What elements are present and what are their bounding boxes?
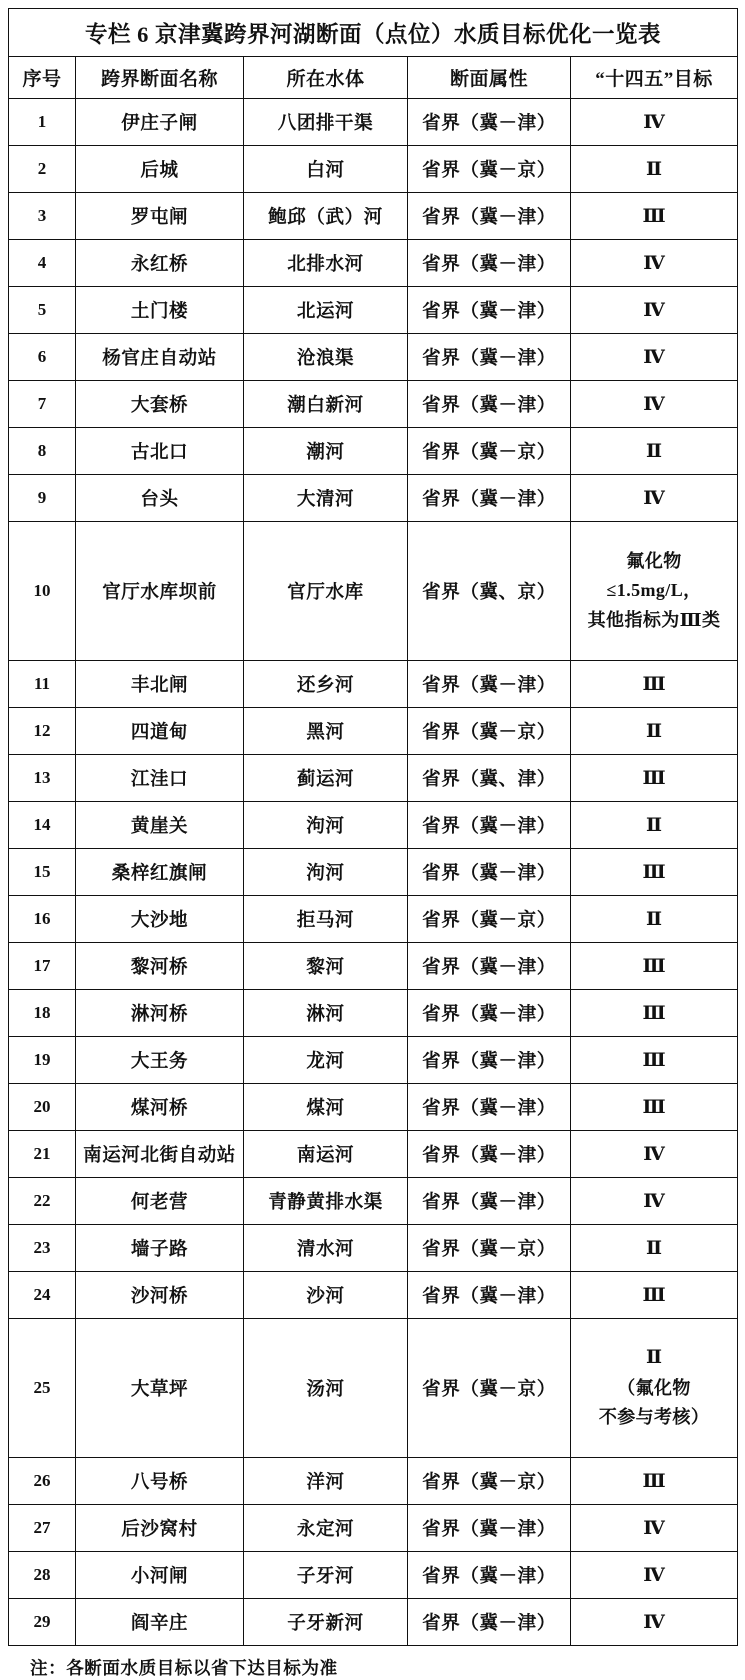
table-row bbox=[9, 943, 738, 990]
table-row bbox=[9, 1225, 738, 1272]
row-water-body: 黎河 bbox=[244, 943, 408, 990]
row-section-name: 伊庄子闸 bbox=[76, 99, 244, 146]
row-section-name: 黄崖关 bbox=[76, 802, 244, 849]
row-index: 25 bbox=[9, 1319, 76, 1458]
table-row bbox=[9, 990, 738, 1037]
table-row bbox=[9, 1084, 738, 1131]
table-row bbox=[9, 1037, 738, 1084]
row-index: 22 bbox=[9, 1178, 76, 1225]
row-section-attr: 省界（冀－津） bbox=[408, 1552, 571, 1599]
table-row bbox=[9, 287, 738, 334]
row-water-body: 还乡河 bbox=[244, 661, 408, 708]
row-target: Ⅲ bbox=[571, 1272, 738, 1319]
row-section-name: 煤河桥 bbox=[76, 1084, 244, 1131]
row-index: 29 bbox=[9, 1599, 76, 1646]
row-water-body: 永定河 bbox=[244, 1505, 408, 1552]
row-section-attr: 省界（冀－京） bbox=[408, 428, 571, 475]
row-index: 13 bbox=[9, 755, 76, 802]
row-section-name: 古北口 bbox=[76, 428, 244, 475]
row-section-attr: 省界（冀－津） bbox=[408, 287, 571, 334]
row-index: 20 bbox=[9, 1084, 76, 1131]
row-target: Ⅳ bbox=[571, 1552, 738, 1599]
row-section-name: 土门楼 bbox=[76, 287, 244, 334]
row-target-multiline bbox=[571, 547, 737, 634]
row-section-name: 台头 bbox=[76, 475, 244, 522]
row-index: 19 bbox=[9, 1037, 76, 1084]
row-section-attr: 省界（冀－津） bbox=[408, 849, 571, 896]
table-row bbox=[9, 381, 738, 428]
row-water-body: 北排水河 bbox=[244, 240, 408, 287]
row-target: Ⅲ bbox=[571, 1458, 738, 1505]
row-target: Ⅳ bbox=[571, 334, 738, 381]
row-section-name: 阎辛庄 bbox=[76, 1599, 244, 1646]
table-row bbox=[9, 708, 738, 755]
row-water-body: 子牙新河 bbox=[244, 1599, 408, 1646]
row-section-name: 大套桥 bbox=[76, 381, 244, 428]
row-water-body: 煤河 bbox=[244, 1084, 408, 1131]
row-section-attr: 省界（冀－京） bbox=[408, 1458, 571, 1505]
table-row bbox=[9, 1178, 738, 1225]
row-index: 6 bbox=[9, 334, 76, 381]
row-section-name: 小河闸 bbox=[76, 1552, 244, 1599]
table-row bbox=[9, 1505, 738, 1552]
row-index: 3 bbox=[9, 193, 76, 240]
row-section-name: 墙子路 bbox=[76, 1225, 244, 1272]
row-section-name: 江洼口 bbox=[76, 755, 244, 802]
row-target: Ⅳ bbox=[571, 475, 738, 522]
column-header-target: “十四五”目标 bbox=[571, 57, 738, 99]
row-section-attr: 省界（冀－津） bbox=[408, 1131, 571, 1178]
row-target: Ⅲ bbox=[571, 661, 738, 708]
row-water-body: 子牙河 bbox=[244, 1552, 408, 1599]
row-target bbox=[571, 522, 738, 661]
row-index: 23 bbox=[9, 1225, 76, 1272]
row-section-name: 后城 bbox=[76, 146, 244, 193]
row-target: Ⅱ bbox=[571, 802, 738, 849]
row-target: Ⅲ bbox=[571, 1084, 738, 1131]
row-section-name: 后沙窝村 bbox=[76, 1505, 244, 1552]
row-water-body: 洋河 bbox=[244, 1458, 408, 1505]
table-title: 专栏 6 京津冀跨界河湖断面（点位）水质目标优化一览表 bbox=[9, 9, 738, 57]
row-index: 4 bbox=[9, 240, 76, 287]
row-section-attr: 省界（冀－津） bbox=[408, 1505, 571, 1552]
row-section-attr: 省界（冀－津） bbox=[408, 475, 571, 522]
row-water-body: 泃河 bbox=[244, 802, 408, 849]
row-section-name: 黎河桥 bbox=[76, 943, 244, 990]
table-row bbox=[9, 755, 738, 802]
row-target: Ⅳ bbox=[571, 1505, 738, 1552]
row-target-line: 其他指标为Ⅲ类 bbox=[587, 609, 721, 630]
row-water-body: 龙河 bbox=[244, 1037, 408, 1084]
row-index: 1 bbox=[9, 99, 76, 146]
row-section-attr: 省界（冀－津） bbox=[408, 1599, 571, 1646]
table-row bbox=[9, 1319, 738, 1458]
row-water-body: 沧浪渠 bbox=[244, 334, 408, 381]
row-index: 9 bbox=[9, 475, 76, 522]
row-section-attr: 省界（冀－京） bbox=[408, 1225, 571, 1272]
row-target: Ⅲ bbox=[571, 755, 738, 802]
row-water-body: 潮河 bbox=[244, 428, 408, 475]
row-target-line: 不参与考核） bbox=[598, 1407, 710, 1428]
row-water-body: 潮白新河 bbox=[244, 381, 408, 428]
table-row bbox=[9, 1552, 738, 1599]
row-index: 11 bbox=[9, 661, 76, 708]
row-section-name: 八号桥 bbox=[76, 1458, 244, 1505]
row-section-name: 沙河桥 bbox=[76, 1272, 244, 1319]
row-water-body: 青静黄排水渠 bbox=[244, 1178, 408, 1225]
row-section-name: 大王务 bbox=[76, 1037, 244, 1084]
table-row bbox=[9, 99, 738, 146]
row-water-body: 白河 bbox=[244, 146, 408, 193]
row-section-attr: 省界（冀－京） bbox=[408, 1319, 571, 1458]
water-quality-target-table bbox=[8, 8, 738, 1646]
row-target: Ⅳ bbox=[571, 287, 738, 334]
row-index: 8 bbox=[9, 428, 76, 475]
row-section-name: 永红桥 bbox=[76, 240, 244, 287]
table-row bbox=[9, 1272, 738, 1319]
row-section-name: 官厅水库坝前 bbox=[76, 522, 244, 661]
row-section-attr: 省界（冀－津） bbox=[408, 1178, 571, 1225]
row-section-attr: 省界（冀－津） bbox=[408, 943, 571, 990]
row-section-attr: 省界（冀－津） bbox=[408, 99, 571, 146]
row-index: 18 bbox=[9, 990, 76, 1037]
row-target: Ⅱ bbox=[571, 1225, 738, 1272]
row-target: Ⅳ bbox=[571, 240, 738, 287]
row-target: Ⅳ bbox=[571, 99, 738, 146]
row-target-line: ≤1.5mg/L， bbox=[606, 580, 702, 601]
table-row bbox=[9, 146, 738, 193]
row-target: Ⅲ bbox=[571, 1037, 738, 1084]
table-row bbox=[9, 428, 738, 475]
row-target: Ⅱ bbox=[571, 146, 738, 193]
table-title-row bbox=[9, 9, 738, 57]
table-row bbox=[9, 1458, 738, 1505]
row-target-line: （氟化物 bbox=[617, 1378, 691, 1399]
row-water-body: 八团排干渠 bbox=[244, 99, 408, 146]
row-water-body: 沙河 bbox=[244, 1272, 408, 1319]
row-target: Ⅱ bbox=[571, 708, 738, 755]
row-water-body: 南运河 bbox=[244, 1131, 408, 1178]
row-index: 21 bbox=[9, 1131, 76, 1178]
row-target-multiline bbox=[571, 1343, 737, 1432]
row-section-name: 丰北闸 bbox=[76, 661, 244, 708]
row-water-body: 大清河 bbox=[244, 475, 408, 522]
row-target-line: 氟化物 bbox=[626, 551, 682, 572]
row-water-body: 蓟运河 bbox=[244, 755, 408, 802]
row-section-attr: 省界（冀－京） bbox=[408, 708, 571, 755]
row-index: 5 bbox=[9, 287, 76, 334]
row-section-attr: 省界（冀－津） bbox=[408, 381, 571, 428]
row-index: 24 bbox=[9, 1272, 76, 1319]
row-section-name: 南运河北街自动站 bbox=[76, 1131, 244, 1178]
row-section-attr: 省界（冀－津） bbox=[408, 193, 571, 240]
table-note: 注：各断面水质目标以省下达目标为准 bbox=[30, 1658, 338, 1678]
row-water-body: 北运河 bbox=[244, 287, 408, 334]
row-index: 15 bbox=[9, 849, 76, 896]
row-section-name: 大草坪 bbox=[76, 1319, 244, 1458]
column-header-name: 跨界断面名称 bbox=[76, 57, 244, 99]
row-water-body: 官厅水库 bbox=[244, 522, 408, 661]
row-section-name: 何老营 bbox=[76, 1178, 244, 1225]
table-row bbox=[9, 334, 738, 381]
row-water-body: 拒马河 bbox=[244, 896, 408, 943]
row-section-name: 四道甸 bbox=[76, 708, 244, 755]
table-row bbox=[9, 802, 738, 849]
column-header-attr: 断面属性 bbox=[408, 57, 571, 99]
row-section-attr: 省界（冀、津） bbox=[408, 755, 571, 802]
row-index: 2 bbox=[9, 146, 76, 193]
row-water-body: 清水河 bbox=[244, 1225, 408, 1272]
row-index: 7 bbox=[9, 381, 76, 428]
row-water-body: 汤河 bbox=[244, 1319, 408, 1458]
row-target: Ⅳ bbox=[571, 1131, 738, 1178]
row-section-attr: 省界（冀－京） bbox=[408, 146, 571, 193]
row-target-line: Ⅱ bbox=[646, 1347, 663, 1369]
table-row bbox=[9, 1131, 738, 1178]
row-target: Ⅳ bbox=[571, 1599, 738, 1646]
table-row bbox=[9, 849, 738, 896]
row-target: Ⅳ bbox=[571, 1178, 738, 1225]
row-target: Ⅲ bbox=[571, 849, 738, 896]
row-target: Ⅲ bbox=[571, 990, 738, 1037]
row-section-name: 罗屯闸 bbox=[76, 193, 244, 240]
row-index: 10 bbox=[9, 522, 76, 661]
row-index: 12 bbox=[9, 708, 76, 755]
row-target bbox=[571, 1319, 738, 1458]
row-section-attr: 省界（冀－津） bbox=[408, 240, 571, 287]
row-target: Ⅱ bbox=[571, 896, 738, 943]
row-section-attr: 省界（冀－京） bbox=[408, 896, 571, 943]
table-body bbox=[9, 9, 738, 1646]
table-row bbox=[9, 475, 738, 522]
table-row bbox=[9, 240, 738, 287]
row-target: Ⅳ bbox=[571, 381, 738, 428]
table-row bbox=[9, 896, 738, 943]
row-section-attr: 省界（冀－津） bbox=[408, 990, 571, 1037]
row-section-attr: 省界（冀－津） bbox=[408, 802, 571, 849]
row-index: 26 bbox=[9, 1458, 76, 1505]
row-water-body: 鲍邱（武）河 bbox=[244, 193, 408, 240]
row-section-name: 桑梓红旗闸 bbox=[76, 849, 244, 896]
row-section-name: 大沙地 bbox=[76, 896, 244, 943]
row-water-body: 淋河 bbox=[244, 990, 408, 1037]
row-index: 28 bbox=[9, 1552, 76, 1599]
table-row bbox=[9, 1599, 738, 1646]
row-target: Ⅲ bbox=[571, 943, 738, 990]
row-section-name: 淋河桥 bbox=[76, 990, 244, 1037]
table-row bbox=[9, 522, 738, 661]
row-water-body: 黑河 bbox=[244, 708, 408, 755]
row-target: Ⅱ bbox=[571, 428, 738, 475]
row-section-attr: 省界（冀－津） bbox=[408, 334, 571, 381]
row-index: 16 bbox=[9, 896, 76, 943]
row-index: 17 bbox=[9, 943, 76, 990]
row-section-attr: 省界（冀、京） bbox=[408, 522, 571, 661]
row-section-name: 杨官庄自动站 bbox=[76, 334, 244, 381]
row-section-attr: 省界（冀－津） bbox=[408, 661, 571, 708]
row-section-attr: 省界（冀－津） bbox=[408, 1037, 571, 1084]
table-row bbox=[9, 193, 738, 240]
column-header-index: 序号 bbox=[9, 57, 76, 99]
row-section-attr: 省界（冀－津） bbox=[408, 1084, 571, 1131]
row-water-body: 泃河 bbox=[244, 849, 408, 896]
row-target: Ⅲ bbox=[571, 193, 738, 240]
row-index: 27 bbox=[9, 1505, 76, 1552]
row-index: 14 bbox=[9, 802, 76, 849]
table-header-row bbox=[9, 57, 738, 99]
table-row bbox=[9, 661, 738, 708]
row-section-attr: 省界（冀－津） bbox=[408, 1272, 571, 1319]
column-header-body: 所在水体 bbox=[244, 57, 408, 99]
